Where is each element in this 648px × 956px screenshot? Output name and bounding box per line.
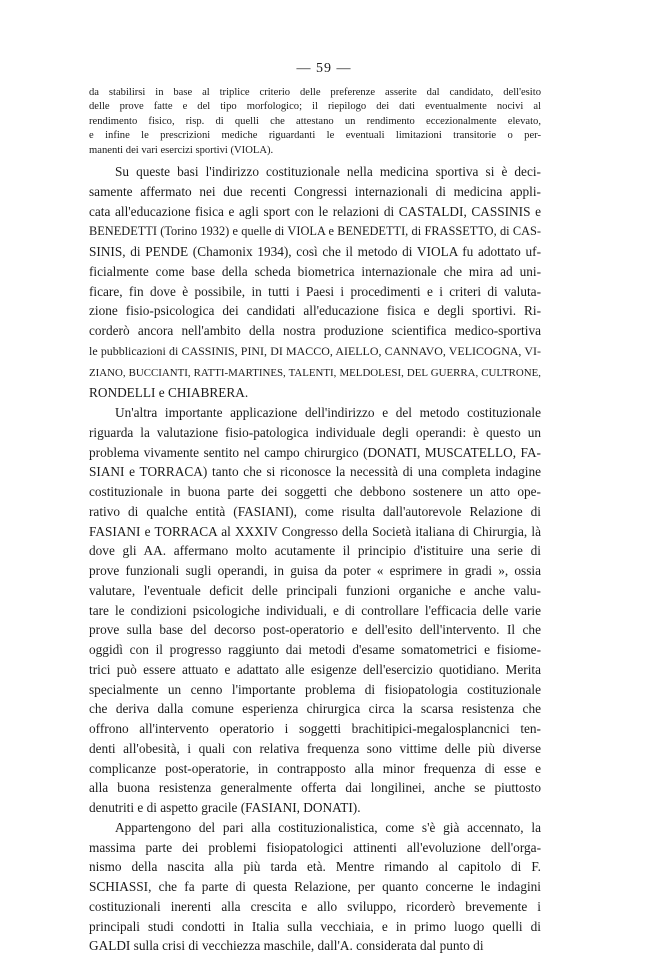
text-line: FASIANI e TORRACA al XXXIV Congresso della Società italiana di Chirurgia, là: [89, 523, 541, 539]
body-text: [89, 162, 541, 956]
note-line: rendimento fisico, risp. di quelli che attestano un rendimento eccezionalmente elevato,: [89, 115, 541, 127]
text-line: che deriva dalla comune esperienza chirurgica circa la scarsa resistenza che: [89, 701, 541, 717]
text-line: valutare, l'eventuale deficit delle principali funzioni organiche e anche valu-: [89, 582, 541, 598]
text-line: SIANI e TORRACA) tanto che si riconosce la necessità di una completa indagine: [89, 464, 541, 480]
text-line: Un'altra importante applicazione dell'indirizzo e del metodo costituzionale: [115, 405, 541, 420]
text-line: le pubblicazioni di CASSINIS, PINI, DI MACCO, AIELLO, CANNAVO, VELICOGNA, VI-: [89, 343, 541, 358]
text-line: cata all'educazione fisica e agli sport con le relazioni di CASTALDI, CASSINIS e: [89, 203, 541, 219]
text-line: offrono all'intervento operatorio i soggetti brachitipici-megalosplancnici ten-: [89, 721, 541, 736]
text-line: Su queste basi l'indirizzo costituzionale nella medicina sportiva si è deci-: [115, 164, 541, 179]
text-line: massima parte dei problemi fisiopatologici attinenti all'evoluzione dell'orga-: [89, 839, 541, 855]
text-line: rativo di qualche entità (FASIANI), come risulta dall'autorevole Relazione di: [89, 503, 541, 519]
note-line: delle prove fatte e del tipo morfologico; il riepilogo dei dati eventualmente nocivi al: [89, 101, 541, 113]
text-line: zione fisio-psicologica dei candidati all'educazione fisica e degli sportivi. Ri-: [89, 303, 541, 319]
text-line: denti all'obesità, i quali con relativa frequenza sono vittime delle più diverse: [89, 740, 541, 756]
text-line: dove gli AA. affermano molto acutamente il principio d'istituire una serie di: [89, 543, 541, 559]
text-line: Appartengono del pari alla costituzionalistica, come s'è già accennato, la: [115, 819, 541, 835]
text-line: BENEDETTI (Torino 1932) e quelle di VIOLA e BENEDETTI, di FRASSETTO, di CAS-: [89, 224, 541, 239]
text-line: costituzionale in buona parte dei soggetti che debbono sostenere un atto ope-: [89, 484, 541, 499]
text-line: denutriti e di aspetto gracile (FASIANI, DONATI).: [89, 800, 361, 815]
text-line: RONDELLI e CHIABRERA.: [89, 385, 249, 401]
text-line: SCHIASSI, che fa parte di questa Relazione, per quanto concerne le indagini: [89, 879, 541, 894]
text-line: riguarda la valutazione fisio-patologica individuale degli operandi: è questo un: [89, 424, 541, 440]
text-line: prove sulla base del decorso post-operatorio e dell'esito dell'intervento. Il che: [89, 622, 541, 638]
text-line: ficare, fin dove è possibile, in tutti i Paesi i procedimenti e i criteri di valuta-: [89, 283, 541, 299]
text-line: SINIS, di PENDE (Chamonix 1934), così che il metodo di VIOLA fu adottato uf-: [89, 244, 541, 259]
text-line: tare le condizioni psicologiche individuali, e di controllare l'efficacia delle varie: [89, 602, 541, 618]
text-line: principali studi condotti in Italia sulla vecchiaia, e in primo luogo quelli di: [89, 918, 541, 934]
text-line: costituzionali inerenti alla crescita e allo sviluppo, ricorderò brevemente i: [89, 898, 541, 914]
note-line: manenti dei vari esercizi sportivi (VIOLA).: [89, 144, 274, 156]
text-line: prove funzionali sugli operandi, in guisa da poter « esprimere in gradi », ossia: [89, 563, 541, 578]
text-line: ZIANO, BUCCIANTI, RATTI-MARTINES, TALENTI, MELDOLESI, DEL GUERRA, CULTRONE,: [89, 366, 541, 379]
text-line: alla buona resistenza generalmente offerta dai longilinei, anche se piuttosto: [89, 780, 541, 796]
text-line: ficialmente come base della scheda biometrica internazionale che mira ad uni-: [89, 263, 541, 279]
page-number: — 59 —: [296, 61, 352, 76]
text-line: corderò ancora nell'ambito della nostra produzione scientifica medico-sportiva: [89, 323, 541, 338]
text-line: trici può essere attuato e adattato alle esigenze dell'esercizio quotidiano. Merita: [89, 661, 541, 677]
text-line: samente affermato nei due recenti Congressi internazionali di medicina appli-: [89, 183, 541, 199]
footnote-paragraph: [89, 86, 541, 158]
text-line: specialmente un cenno l'importante problema di fisiopatologia costituzionale: [89, 681, 541, 697]
note-line: e infine le prescrizioni mediche riguardanti le eventuali limitazioni transitorie o per-: [89, 130, 541, 142]
text-line: problema vivamente sentito nel campo chirurgico (DONATI, MUSCATELLO, FA-: [89, 444, 541, 460]
note-line: da stabilirsi in base al triplice criterio delle preferenze asserite dal candidato, dell'esito: [89, 87, 541, 98]
text-line: GALDI sulla crisi di vecchiezza maschile, dall'A. considerata dal punto di: [89, 938, 484, 954]
text-line: complicanze post-operatorie, in contrapposto alla minor frequenza di esse e: [89, 760, 541, 776]
text-line: nismo della nascita alla più tarda età. Mentre rimando al capitolo di F.: [89, 859, 541, 875]
text-line: oggidì con il progresso raggiunto dai metodi d'esame somatometrici e fisiome-: [89, 642, 541, 657]
